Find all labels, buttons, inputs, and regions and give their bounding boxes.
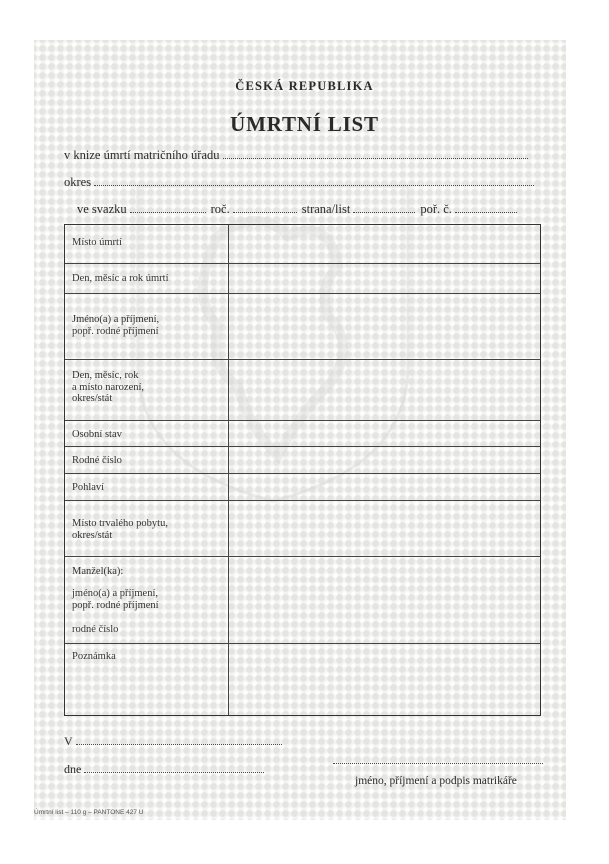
date-line: [64, 762, 264, 777]
place-field[interactable]: [76, 743, 282, 745]
year-label: roč.: [210, 202, 230, 216]
row-label-spouse-name: jméno(a) a příjmení, popř. rodné příjmení: [72, 588, 159, 611]
row-label-spouse-id: rodné číslo: [72, 624, 119, 635]
date-label: dne: [64, 762, 82, 776]
table-row-divider: [65, 359, 540, 360]
row-label-name: Jméno(a) a příjmení, popř. rodné příjmení: [72, 314, 160, 337]
table-row-divider: [65, 446, 540, 447]
volume-label: ve svazku: [77, 202, 127, 216]
register-book-line: [64, 148, 528, 163]
district-field[interactable]: [94, 184, 534, 186]
number-label: poř. č.: [420, 202, 452, 216]
district-label: okres: [64, 175, 92, 189]
table-row-divider: [65, 263, 540, 264]
table-column-divider: [228, 225, 229, 715]
date-field[interactable]: [84, 771, 264, 773]
signature-caption: jméno, příjmení a podpis matrikáře: [355, 775, 517, 787]
row-label-spouse: Manžel(ka):: [72, 566, 124, 577]
table-row-divider: [65, 556, 540, 557]
register-book-label: v knize úmrtí matričního úřadu: [64, 148, 220, 162]
table-row-divider: [65, 500, 540, 501]
row-label-residence: Místo trvalého pobytu, okres/stát: [72, 518, 168, 541]
row-label-marital-status: Osobní stav: [72, 429, 122, 440]
place-label: V: [64, 734, 73, 748]
year-field[interactable]: [233, 211, 297, 213]
row-label-date-of-death: Den, měsíc a rok úmrtí: [72, 273, 169, 284]
print-info: Úmrtní list – 110 g – PANTONE 427 U: [34, 809, 144, 816]
place-line: [64, 734, 282, 749]
death-record-table: [64, 224, 541, 716]
page-field[interactable]: [353, 211, 415, 213]
country-heading: ČESKÁ REPUBLIKA: [235, 79, 374, 93]
volume-line: [77, 202, 517, 217]
table-row-divider: [65, 473, 540, 474]
row-label-place-of-death: Místo úmrtí: [72, 237, 122, 248]
signature-field[interactable]: [333, 762, 543, 764]
signature-line: [330, 762, 543, 764]
number-field[interactable]: [455, 211, 517, 213]
table-row-divider: [65, 643, 540, 644]
district-line: [64, 175, 534, 190]
row-label-personal-id: Rodné číslo: [72, 455, 122, 466]
row-label-sex: Pohlaví: [72, 482, 105, 493]
volume-field[interactable]: [130, 211, 206, 213]
row-label-birth: Den, měsíc, rok a místo narození, okres/stát: [72, 370, 145, 404]
row-label-note: Poznámka: [72, 651, 116, 662]
table-row-divider: [65, 420, 540, 421]
page-label: strana/list: [301, 202, 351, 216]
register-book-field[interactable]: [223, 157, 528, 159]
document-title: ÚMRTNÍ LIST: [230, 112, 379, 136]
table-row-divider: [65, 293, 540, 294]
